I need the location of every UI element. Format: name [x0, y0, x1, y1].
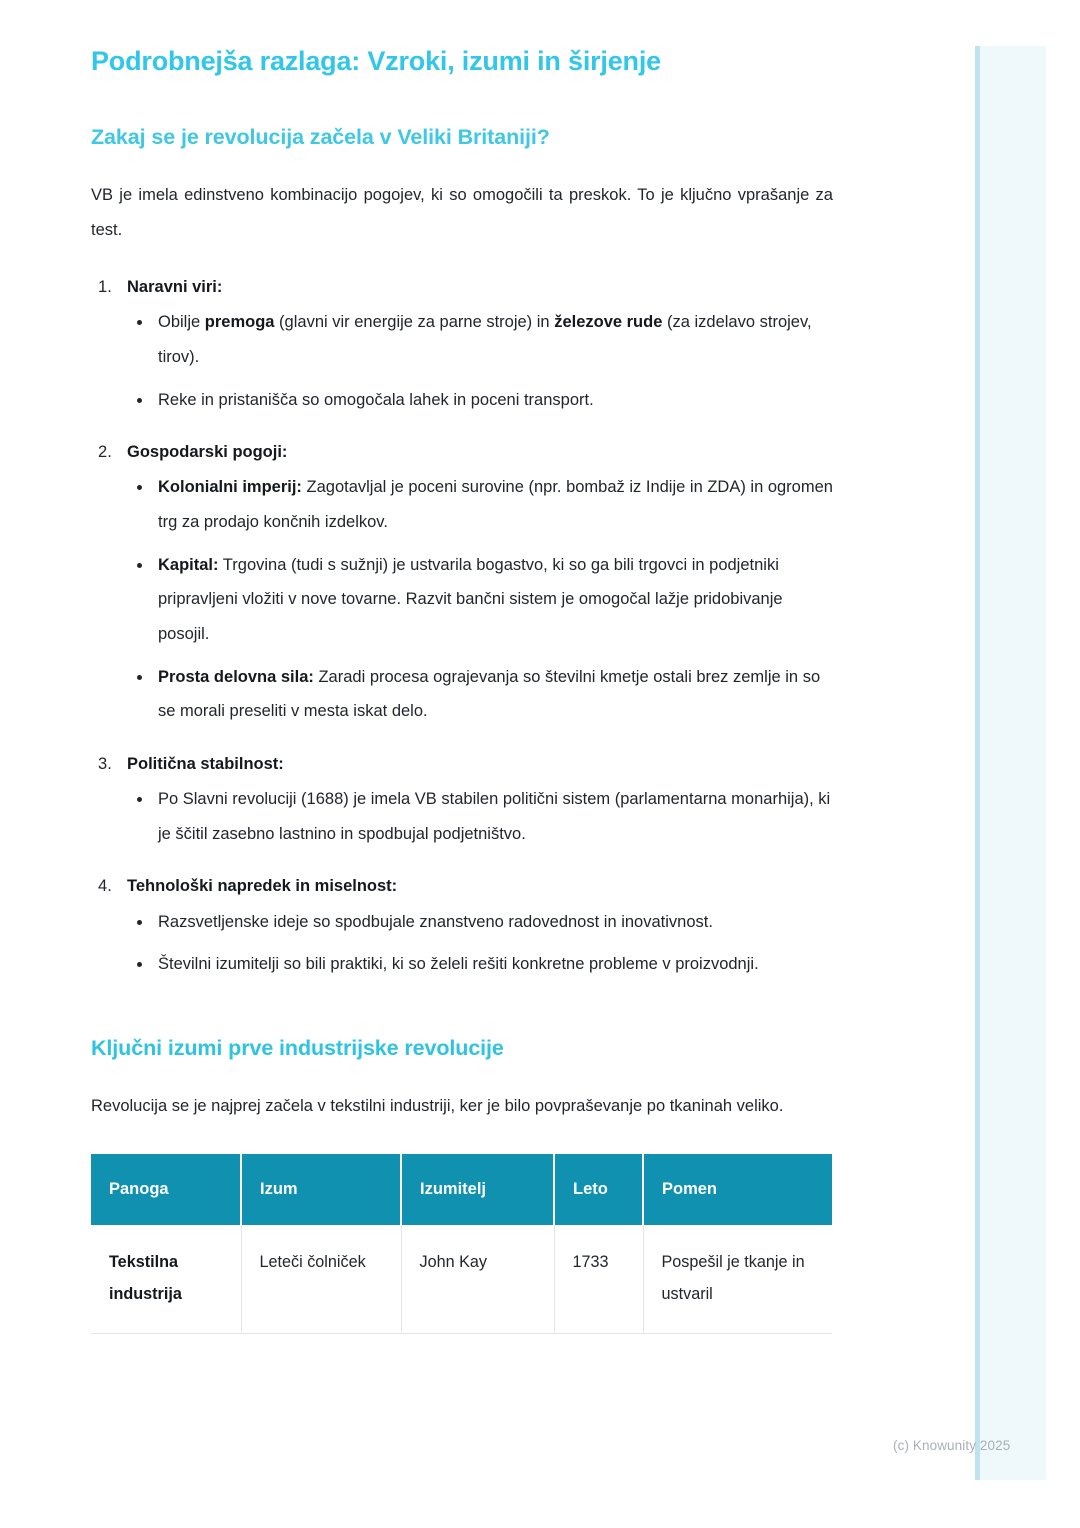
document-content: [91, 44, 833, 1334]
emphasis-text: železove rude: [554, 313, 663, 332]
cause-bullet-item: [127, 470, 833, 539]
table-cell-panoga: Tekstilna industrija: [91, 1225, 241, 1333]
emphasis-text: Kolonialni imperij:: [158, 478, 302, 497]
table-cell-pomen: Pospešil je tkanje in ustvaril: [643, 1225, 832, 1333]
table-column-header: Leto: [554, 1154, 643, 1225]
cause-list-item: [91, 873, 833, 982]
bullet-text: Reke in pristanišča so omogočala lahek in poceni transport.: [158, 390, 594, 409]
table-row: [91, 1225, 832, 1333]
cause-bullet-list: [127, 470, 833, 728]
table-cell-izumitelj: John Kay: [401, 1225, 554, 1333]
section-two-intro-paragraph: Revolucija se je najprej začela v tekstilni industriji, ker je bilo povpraševanje po tkaninah veliko.: [91, 1096, 784, 1115]
cause-item-heading: Tehnološki napredek in miselnost:: [127, 877, 398, 896]
bullet-text: Po Slavni revoluciji (1688) je imela VB stabilen politični sistem (parlamentarna monarhija), ki je ščitil zasebno lastnino in spodbujal podjetništvo.: [158, 790, 831, 843]
page-title: Podrobnejša razlaga: Vzroki, izumi in širjenje: [91, 46, 661, 76]
watermark: (c) Knowunity 2025: [893, 1438, 1011, 1453]
bullet-text: Obilje: [158, 313, 205, 332]
cause-bullet-item: [127, 947, 833, 982]
table-cell-leto: 1733: [554, 1225, 643, 1333]
section-one-intro-paragraph: VB je imela edinstveno kombinacijo pogojev, ki so omogočili ta preskok. To je ključno vprašanje za test.: [91, 186, 833, 240]
cause-bullet-list: [127, 905, 833, 982]
table-header: [91, 1154, 832, 1225]
bullet-text: (glavni vir energije za parne stroje) in: [274, 313, 555, 332]
bullet-text: Številni izumitelji so bili praktiki, ki so želeli rešiti konkretne probleme v proizvodnji.: [158, 955, 759, 974]
emphasis-text: Prosta delovna sila:: [158, 667, 314, 686]
table-cell-izum: Leteči čolniček: [241, 1225, 401, 1333]
cause-bullet-list: [127, 305, 833, 417]
causes-ordered-list: [91, 274, 833, 982]
emphasis-text: premoga: [204, 313, 275, 332]
table-column-header: Izumitelj: [401, 1154, 554, 1225]
section-heading-why-britain: Zakaj se je revolucija začela v Veliki Britaniji?: [91, 125, 550, 150]
table-body: [91, 1225, 832, 1333]
bullet-text: Razsvetljenske ideje so spodbujale znanstveno radovednost in inovativnost.: [158, 912, 713, 931]
table-header-row: [91, 1154, 832, 1225]
cause-list-item: [91, 751, 833, 852]
section-spacer: [91, 1004, 833, 1034]
cause-item-heading: Naravni viri:: [127, 278, 223, 297]
cause-bullet-item: [127, 660, 833, 729]
table-column-header: Panoga: [91, 1154, 241, 1225]
bullet-text: Zagotavljal je poceni surovine (npr. bombaž iz Indije in ZDA) in ogromen trg za prodajo končnih izdelkov.: [158, 478, 833, 532]
bullet-text: (za izdelavo strojev, tirov).: [158, 313, 812, 366]
bullet-text: Zaradi procesa ograjevanja so številni kmetje ostali brez zemlje in so se morali preseliti v mesta iskat delo.: [158, 667, 821, 721]
table-column-header: Izum: [241, 1154, 401, 1225]
inventions-table-wrapper: [91, 1154, 832, 1334]
cause-bullet-item: [127, 782, 833, 851]
cause-bullet-item: [127, 305, 833, 374]
section-heading-key-inventions: Ključni izumi prve industrijske revolucije: [91, 1035, 504, 1060]
cause-bullet-list: [127, 782, 833, 851]
cause-bullet-item: [127, 905, 833, 940]
inventions-table: [91, 1154, 832, 1334]
bullet-text: Trgovina (tudi s sužnji) je ustvarila bogastvo, ki so ga bili trgovci in podjetniki pripravljeni vložiti v nove tovarne. Razvit bančni sistem je omogočal lažje pridobivanje posojil.: [158, 555, 783, 643]
cause-item-heading: Politična stabilnost:: [127, 754, 284, 773]
table-column-header: Pomen: [643, 1154, 832, 1225]
cause-list-item: [91, 439, 833, 729]
cause-item-heading: Gospodarski pogoji:: [127, 443, 288, 462]
cause-bullet-item: [127, 548, 833, 652]
emphasis-text: Kapital:: [158, 555, 219, 574]
cause-list-item: [91, 274, 833, 417]
cause-bullet-item: [127, 383, 833, 418]
